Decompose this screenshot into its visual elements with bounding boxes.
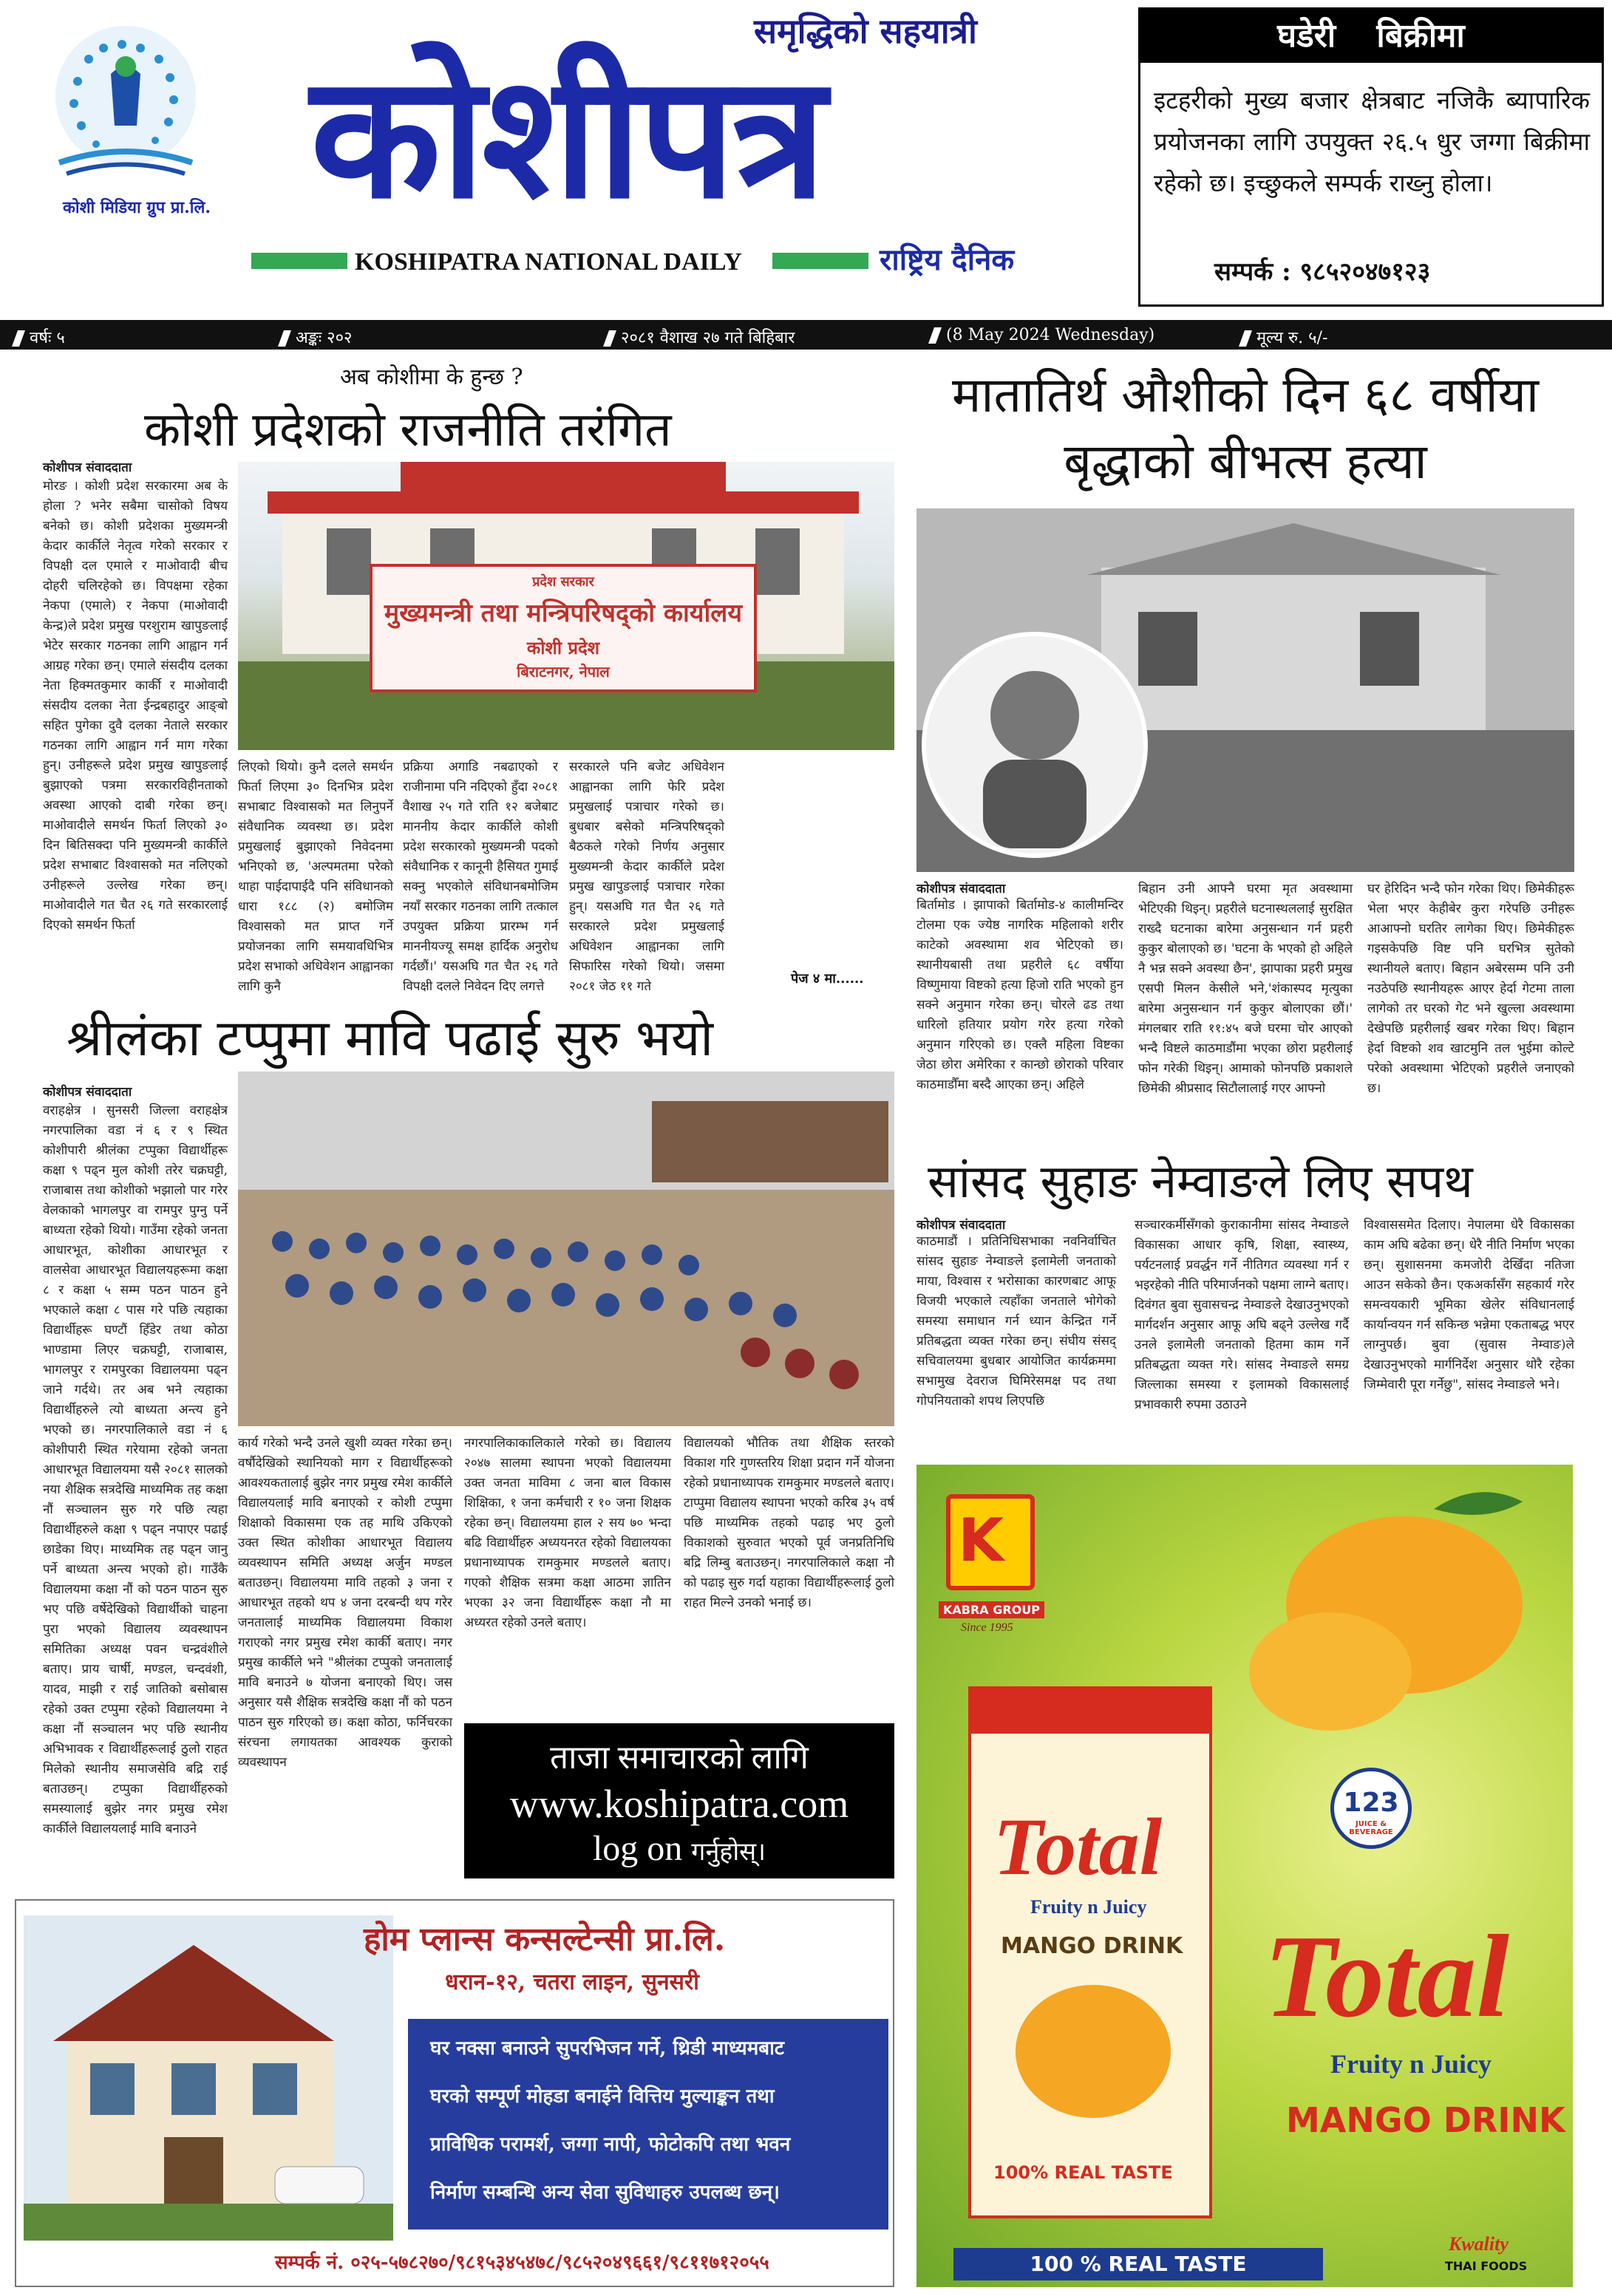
story1-column-3: प्रक्रिया अगाडि नबढाएको र राजीनामा पनि नदिएको हुँदा २०८१ वैशाख २५ गते राति १२ बजेबाट माननीय केदार कार्कीले कोशी प्रदेश सरकारको मुख्यमन्त्री पदको संवैधानिक र कानूनी हैसियत गुमाई सक्नु भएकोले संविधानबमोजिम नयाँ सरकार गठनका लागि तत्काल उपयुक्त प्रक्रिया प्रारम्भ गर्न माननीयज्यू समक्ष हार्दिक अनुरोध गर्दछौं।' यसअघि गत चैत २६ गते विपक्षी दलले निवेदन दिए लगत्ते [403, 760, 558, 994]
carton-tagline: 100% REAL TASTE [993, 2162, 1173, 2183]
ad-home-contact: सम्पर्क नं. ०२५-५७८२७०/९८१५३४५४७८/९८५२०४९६६१/९८११७१२०५५ [275, 2252, 769, 2274]
year-label: वर्षः ५ [15, 326, 65, 348]
story2-column-1: बिर्तामोड । झापाको बिर्तामोड-४ कालीमन्दिर टोलमा एक ज्येष्ठ नागरिक महिलाको शरीर काटेको अवस्थामा शव भेटिएको छ। स्थानीयबासी तथा प्रहरीले ६८ वर्षीया विष्णुमाया विष्टको हत्या हिजो राति भएको हुन सक्ने अनुमान गरेका छन्। चोरले ढड तथा धारिलो हतियार प्रयोग गरेर हत्या गरेको अनुमान गरिएको छ। एक्लै महिला विष्टका जेठा छोरा अमेरिका र कान्छो छोराको परिवार काठमाडौँमा बस्दै आएका छन्। अहिले [916, 898, 1123, 1092]
classified-ad [1138, 7, 1604, 307]
story2-byline: कोशीपत्र संवाददाता [916, 882, 1006, 896]
ad-home-services-panel [408, 2019, 888, 2229]
house-scene-icon [916, 508, 1574, 872]
story3-column-3: नगरपालिकाकालिकाले गरेको छ। विद्यालय २०४७ सालमा स्थापना भएको विद्यालयमा उक्त जनता माविमा ८ जना बाल विकास शिक्षिका, १ जना कर्मचारी र १० जना शिक्षक रहेका छन्। विद्यालयमा हाल २ सय ७० भन्दा बढि विद्यार्थीहरु अध्ययनरत रहेको विद्यालयका प्रधानाध्यापक रामकुमार मण्डलले बताए। गएको शैक्षिक सत्रमा कक्षा आठमा ज्ञातिन भएका ३२ जना विद्यार्थीहरू कक्षा नौ मा अध्यरत रहेको उनले बताए। [464, 1436, 671, 1630]
carton-brand: Total [993, 1802, 1163, 1892]
kwality-logo: Kwality [1449, 2233, 1509, 2255]
masthead-green-bar-left [251, 253, 347, 269]
students-assembly-icon [238, 1072, 894, 1426]
story3-byline: कोशीपत्र संवाददाता [43, 1085, 132, 1100]
story3-headline: श्रीलंका टप्पुमा मावि पढाई सुरु भयो [67, 1009, 713, 1068]
ad-service-line: घर नक्सा बनाउने सुपरभिजन गर्ने, थ्रिडी माध्यमबाट [430, 2037, 784, 2060]
date-bar [0, 320, 1612, 350]
story1-column-1: मोरङ । कोशी प्रदेश सरकारमा अब के होला ? भनेर सबैमा चासोको विषय बनेको छ। कोशी प्रदेशका मुख्यमन्त्री केदार कार्कीले नेतृत्व गरेको सरकार र विपक्षी दल एमाले र माओवादी बीच दोहरी चलिरहेको छ। विपक्षमा रहेका नेकपा (एमाले) र नेकपा (माओवादी केन्द्र)ले प्रदेश प्रमुख परशुराम खापुङलाई भेटेर सरकार गठनका लागि आह्वान गर्न आग्रह गरेका छन्। एमाले संसदीय दलका नेता हिक्मतकुमार कार्की र माओवादी संसदीय दलका नेता ईन्द्रबहादुर आङ्बो सहित पुगेका दुवै दलका नेताले सरकार गठनका लागि आह्वान गर्न माग गरेका हुन्। उनीहरूले प्रदेश प्रमुख खापुङलाई बुझाएको पत्रमा सरकारविहीनताको अवस्था आएको दाबी गरेका छन्। माओवादीले समर्थन फिर्ता लिएको ३० दिन बितिसक्दा पनि मुख्यमन्त्री कार्कीले प्रदेश सभाबाट विश्वासको मत नलिएको उनीहरूले उल्लेख गरेका छन्। माओवादीले गत चैत २६ गते सरकारलाई दिएको समर्थन फिर्ता [43, 479, 228, 933]
tagline: समृद्धिको सहयात्री [754, 11, 977, 51]
ad-brand: Total [1264, 1910, 1509, 2042]
promo-website-link[interactable]: www.koshipatra.com [509, 1782, 849, 1826]
story3-column-2: कार्य गरेको भन्दै उनले खुशी व्यक्त गरेका छन्। वर्षौदेखिको स्थानियको माग र विद्यार्थीहरूको आवश्यकतालाई बुझेर नगर प्रमुख रमेश कार्कीले विद्यालयलाई मावि बनाएको र कोशी टप्पुमा शिक्षाको विकासमा एक तह माथि उकिएको उक्त स्थित कोशीका आधारभूत विद्यालय व्यवस्थापन समिति अध्यक्ष अर्जुन मण्डल बताउछन्। विद्यालयमा मावि तहको ३ जना र आधारभूत तहको थप ४ जना दरबन्दी थप गरेर जनतालाई माध्यमिक विद्यालयमा विकाश गराएको नगर प्रमुख रमेश कार्की बताए। नगर प्रमुख कार्कीले भने "श्रीलंका टप्पुको जनतालाई मावि बनाउने ७ योजना बनाएको थिए। जस अनुसार यसै शैक्षिक सत्रदेखि कक्षा नौं को पठन पाठन सुरु गरिएको छ। कक्षा कोठा, फर्निचरका संरचना लगायतका आवश्यक कुराको व्यवस्थापन [238, 1436, 452, 1770]
publisher-logo [30, 15, 229, 236]
website-promo [464, 1723, 894, 1878]
english-name: KOSHIPATRA NATIONAL DAILY [355, 248, 742, 276]
badge-123: 123 JUICE & BEVERAGE [1330, 1768, 1412, 1849]
sign-line-3: कोशी प्रदेश [526, 637, 600, 658]
kabra-logo-icon: K [946, 1494, 1035, 1590]
ad-service-line: घरको सम्पूर्ण मोहडा बनाईने वित्तिय मुल्याङ्कन तथा [430, 2085, 775, 2108]
promo-line-3: log on गर्नुहोस्। [592, 1829, 766, 1868]
story4-headline: सांसद सुहाङ नेम्वाङले लिए सपथ [928, 1154, 1473, 1208]
story4-column-1: काठमाडौं । प्रतिनिधिसभाका नवनिर्वाचित सांसद सुहाङ नेम्वाङले इलामेली जनताको माया, विश्वास र भरोसाका कारणबाट आफू विजयी भएकाले त्यहाँका जनताले भोगेको समस्या समाधान गर्न ध्यान केन्द्रित गर्ने प्रतिबद्धता व्यक्त गरेका छन्। संघीय संसद् सचिवालयमा बुधबार आयोजित कार्यक्रममा सभामुख देवराज घिमिरेसमक्ष पद तथा गोपनियताको शपथ लिएपछि [916, 1234, 1116, 1408]
nepali-date: २०८१ वैशाख २७ गते बिहिबार [606, 326, 795, 348]
story2-headline: मातातिर्थ औशीको दिन ६८ वर्षीया बृद्धाको बीभत्स हत्या [951, 367, 1540, 490]
kabra-group-label: KABRA GROUP [939, 1601, 1044, 1618]
story3-column-4: विद्यालयको भौतिक तथा शैक्षिक स्तरको विकाश गरि गुणस्तरिय शिक्षा प्रदान गर्ने योजना रहेको प्रधानाध्यापक रामकुमार मण्डलले बताए। टाप्पुमा विद्यालय स्थापना भएको करिब ३५ वर्ष पछि माध्यमिक तहको पढाइ भए ठुलो विकाशको सुरुवात भएको पूर्व जनप्रतिनिधि बद्रि लिम्बु बताउछन्। नगरपालिकाले कक्षा नौ को पढाइ सुरु गर्दा यहाका विद्यार्थीहरूलाई ठुलो राहत मिल्ने उनको भनाई छ। [684, 1436, 894, 1610]
story1-byline: कोशीपत्र संवाददाता [43, 460, 132, 475]
story3-column-1: वराहक्षेत्र । सुनसरी जिल्ला वराहक्षेत्र नगरपालिका वडा नं ६ र ९ स्थित कोशीपारी श्रीलंका टप्पुका विद्यार्थीहरू कक्षा ९ पढ्न मुल कोशी तरेर चक्रघट्टी, राजाबास तथा कोशीको भझालो पार गरेर वेलकाको भागलपुर वा रामपुर पुग्नु पर्ने बाध्यता रहेको थियो। गाउँमा रहेको जनता आधारभूत, कोशीका आधारभूत र वालसेवा आधारभूत विद्यालयहरूमा कक्षा ८ र कक्षा ५ सम्म पठन पाठन हुने भएकाले कक्षा ८ पास गरे पछि त्यहाका विद्यार्थीहरू घण्टौं हिँडेर तथा कोठा भाण्डामा लिएर चक्रघट्टी, राजाबास, भागलपुर र रामपुरका विद्यालयमा पढ्न जाने गर्दथे। तर अब भने त्यहाका विद्यार्थीहरुले त्यो बाध्यता अन्त्य हुने भएको छ। नगरपालिकाले वडा नं ६ कोशीपारी स्थित गरेयामा रहेको जनता आधारभूत विद्यालयमा यसै २०८१ सालको नया शैक्षिक सत्रदेखि माध्यमिक तह कक्षा नौं सञ्चालन सुरु गरे पछि त्यहा विद्यार्थीहरुले कक्षा ९ पढ्न नपाएर पढाई छाडेका थिए। माध्यमिक तह पढ्न जानु पर्ने बाध्यता अन्त्य भएको हो। गाउँकै विद्यालयमा कक्षा नौं को पठन पाठन सुरु भए पछि वर्षेदेखिको विद्यार्थीको चाहना पुरा भएको विद्यालय व्यवस्थापन समितिका अध्यक्ष पवन चन्द्रवंशीले बताए। प्राय चार्षी, मण्डल, चन्दवंशी, यादव, माझी र राई जातिको बसोबास रहेको उक्त टप्पुमा रहेको विद्यालयमा ने कक्षा नौं सञ्चालन भए पछि स्थानीय अभिभावक र विद्यार्थीहरूलाई ठुलो राहत मिलेको स्थानीय समाजसेवि बद्रि राई बताउछन्। टप्पुका विद्यार्थीहरुको समस्यालाई बुझेर नगर प्रमुख रमेश कार्कीले विद्यालयलाई मावि बनाउने [43, 1103, 228, 1836]
sign-line-4: बिराटनगर, नेपाल [517, 663, 610, 681]
english-date: (8 May 2024 Wednesday) [931, 326, 1154, 344]
newspaper-title: कोशीपत्र [310, 37, 823, 236]
since-label: Since 1995 [961, 1621, 1013, 1634]
story1-column-4: सरकारले पनि बजेट अधिवेशन आह्वानका लागि फेरि प्रदेश प्रमुखलाई पत्राचार गरेको छ। बुधबार बसेको मन्त्रिपरिषद्को बैठकले गरेको निर्णय अनुसार मुख्यमन्त्री केदार कार्कीले प्रदेश प्रमुख खापुङलाई पत्राचार गरेका हुन्। यसअघि गत चैत २६ गते सरकारले प्रदेश प्रमुखलाई अधिवेशन आह्वानका लागि सिफारिस गरेको थियो। जसमा २०८१ जेठ ११ गते [569, 760, 724, 994]
story1-column-2: लिएको थियो। कुनै दलले समर्थन फिर्ता लिएमा ३० दिनभित्र प्रदेश सभाबाट विश्वासको मत लिनुपर्ने संवैधानिक व्यवस्था छ। प्रदेश प्रमुखलाई बुझाएको निवेदनमा भनिएको छ, 'अल्पमतमा परेको थाहा पाईदापाईदै पनि संविधानको धारा १८८ (२) बमोजिम विश्वासको मत प्राप्त गर्ने प्रयोजनका लागि समयावधिभित्र प्रदेश सभाको अधिवेशन आह्वानका लागि कुनै [238, 760, 393, 994]
story1-kicker: अब कोशीमा के हुन्छ ? [340, 364, 523, 390]
masthead-green-bar-right [772, 253, 868, 269]
ad-home-title: होम प्लान्स कन्सल्टेन्सी प्रा.लि. [364, 1921, 726, 1958]
daily-label: राष्ट्रिय दैनिक [880, 242, 1015, 277]
carton-brand-sub: Fruity n Juicy [1030, 1896, 1147, 1918]
kwality-sub: THAI FOODS [1445, 2259, 1528, 2273]
logo-caption: कोशी मिडिया ग्रुप प्रा.लि. [62, 198, 211, 217]
ad-service-line: प्राविधिक परामर्श, जग्गा नापी, फोटोकपि तथा भवन [430, 2133, 791, 2156]
ad-tagline: 100 % REAL TASTE [953, 2248, 1323, 2280]
issue-label: अङ्कः २०२ [281, 326, 353, 348]
carton-mango-icon [1016, 1985, 1171, 2118]
home-plans-ad [15, 1899, 894, 2287]
story2-column-3: घर हेरिदिन भन्दै फोन गरेका थिए। छिमेकीहरू भेला भएर केहीबेर कुरा गरेपछि उनीहरू आआफ्नो घरतिर लागेका थिए। छिमेकीहरू गइसकेपछि विष्ट पनि घरभित्र सुतेको स्थानीयले बताए। बिहान अबेरसम्म पनि उनी नउठेपछि स्थानीयहरू आएर हेर्दा गेटमा ताला लागेको तर घरको गेट भने खुल्ला अवस्थामा देखेपछि प्रहरीलाई खबर गरेका थिए। बिहान हेर्दा विष्टको शव खाटमुनि तल भुईमा कोल्टे परेको अवस्थामा भेटिएको प्रहरीले जनाएको छ। [1367, 882, 1574, 1096]
classified-body: इटहरीको मुख्य बजार क्षेत्रबाट नजिकै ब्यापारिक प्रयोजनका लागि उपयुक्त २६.५ धुर जग्गा बिक्रीमा रहेको छ। इच्छुकले सम्पर्क राख्नु होला। [1154, 86, 1590, 197]
sign-line-1: प्रदेश सरकार [532, 574, 594, 590]
juice-carton [968, 1686, 1212, 2218]
story2-photo-crime-scene [916, 508, 1574, 872]
story1-jump: पेज ४ मा...... [791, 971, 864, 987]
carton-product: MANGO DRINK [1001, 1933, 1183, 1959]
total-juice-ad [916, 1465, 1573, 2287]
mango-fruit-icon [1242, 1479, 1567, 1745]
story1-photo-office [238, 462, 894, 750]
story1-headline: कोशी प्रदेशको राजनीति तरंगित [144, 403, 672, 457]
story4-column-2: सञ्चारकर्मीसँगको कुराकानीमा सांसद नेम्वाङले विकासका आधार कृषि, शिक्षा, स्वास्थ्य, पर्यटनलाई प्रवर्द्धन गर्ने नीतिगत व्यवस्था गर्न र भइरहेको नीति परिमार्जनको पक्षमा लाग्ने बताए। दिवंगत बुवा सुवासचन्द्र नेम्वाङले देखाउनुभएको मार्गदर्शन अनुसार आफू अघि बढ्ने उल्लेख गर्दै उनले इलामेली जनताको हितमा काम गर्ने प्रतिबद्धता व्यक्त गरे। सांसद नेम्वाङले समग्र जिल्लाका समस्या र इलामको विकासलाई प्रभावकारी रुपमा उठाउने [1135, 1218, 1349, 1412]
sign-line-2: मुख्यमन्त्री तथा मन्त्रिपरिषद्को कार्यालय [384, 599, 743, 628]
ad-service-line: निर्माण सम्बन्धि अन्य सेवा सुविधाहरु उपलब्ध छन्। [430, 2181, 780, 2204]
story3-photo-students [238, 1072, 894, 1426]
story4-column-3: विश्वाससमेत दिलाए। नेपालमा धेरै विकासका काम अघि बढेका छन्। धेरै नीति निर्माण भएका छन्। सुशासनमा कमजोरी देखिँदा नतिजा आउन सकेको छैन। एकअर्कासँग सहकार्य गरेर समन्वयकारी भूमिका खेलेर संविधानलाई कार्यान्वयन गर्न सकिन्छ भन्नेमा एकताबद्ध भएर लाग्नुपर्छ। बुवा (सुवास नेम्वाङ)ले देखाउनुभएको मार्गनिर्देश अनुसार थोरै रहेका जिम्मेवारी पूरा गर्नेछु", सांसद नेम्वाङले भने। [1364, 1218, 1574, 1392]
classified-contact: सम्पर्क : ९८५२०४७१२३ [1214, 257, 1431, 287]
promo-line-1: ताजा समाचारको लागि [550, 1740, 809, 1776]
price-label: मूल्य रु. ५/- [1242, 326, 1327, 348]
story2-column-2: बिहान उनी आफ्नै घरमा मृत अवस्थामा भेटिएकी थिइन्। प्रहरीले घटनास्थललाई सुरक्षित राख्दै घटनाका बारेमा अनुसन्धान गर्न प्रहरी कुकुर बोलाएको छ। 'घटना के भएको हो अहिले नै भन्न सक्ने अवस्था छैन', झापाका प्रहरी प्रमुख एसपी मिलन केसीले भने,'शंकास्पद मृत्युका बारेमा अनुसन्धान गर्न कुकुर बोलाएका छौं।' मंगलबार राति ११:४५ बजे घरमा चोर आएको भन्दै विष्टले काठमाडौंमा भएका छोरा प्रहरीलाई फोन गरेकी थिइन्। आमाको फोनपछि प्रकाशले छिमेकी श्रीप्रसाद सिटौलालाई गएर आफ्नो [1138, 882, 1353, 1096]
story4-byline: कोशीपत्र संवाददाता [916, 1218, 1006, 1233]
classified-heading: घडेरी बिक्रीमा [1140, 10, 1602, 63]
ad-brand-sub: Fruity n Juicy [1330, 2049, 1492, 2079]
house-illustration-icon [24, 1915, 393, 2241]
ad-home-address: धरान-१२, चतरा लाइन, सुनसरी [445, 1969, 699, 1995]
ad-product: MANGO DRINK [1286, 2100, 1565, 2140]
